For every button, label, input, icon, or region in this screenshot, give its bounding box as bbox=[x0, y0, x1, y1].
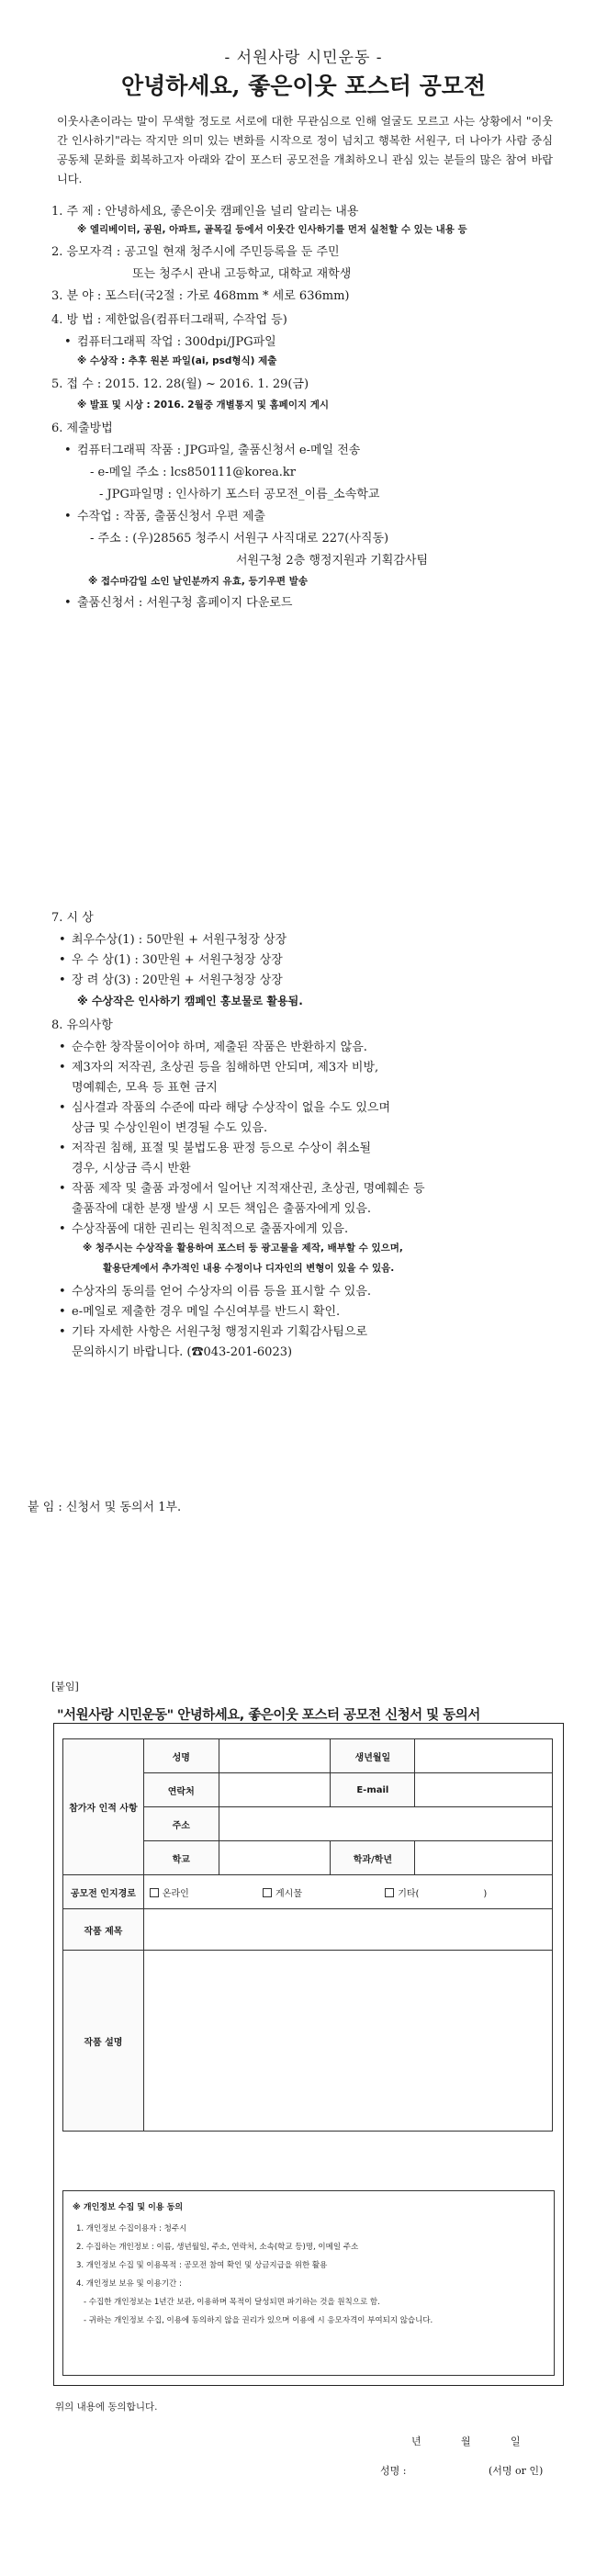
item-2-eligibility: 2. 응모자격 : 공고일 현재 청주시에 주민등록을 둔 주민 bbox=[51, 245, 340, 259]
privacy-line-1: 1. 개인정보 수집이용자 : 청주시 bbox=[76, 2224, 187, 2233]
award-grand: • 최우수상(1) : 50만원 + 서원구청장 상장 bbox=[59, 933, 287, 947]
award-excellence: • 우 수 상(1) : 30만원 + 서원구청장 상장 bbox=[59, 953, 283, 967]
school-label: 학교 bbox=[143, 1841, 219, 1875]
date-year: 년 bbox=[411, 2435, 422, 2447]
address-label: 주소 bbox=[143, 1807, 219, 1841]
note-inquiry-b: 문의하시기 바랍니다. (☎043-201-6023) bbox=[72, 1345, 293, 1359]
dept-label: 학과/학년 bbox=[331, 1841, 415, 1875]
signer-name-label: 성명 : bbox=[380, 2465, 407, 2477]
checkbox-icon bbox=[263, 1888, 272, 1897]
note-review: • 심사결과 작품의 수준에 따라 해당 수상작이 없을 수도 있으며 bbox=[59, 1101, 391, 1115]
work-title-label: 작품 제목 bbox=[63, 1909, 144, 1951]
note-email-check: • e-메일로 제출한 경우 메일 수신여부를 반드시 확인. bbox=[59, 1305, 341, 1319]
item-7-note: ※ 수상작은 인사하기 캠페인 홍보물로 활용됨. bbox=[77, 995, 303, 1007]
note-usage-b: 활용단계에서 추가적인 내용 수정이나 디자인의 변형이 있을 수 있음. bbox=[103, 1263, 395, 1274]
note-rights: • 수상작품에 대한 권리는 원칙적으로 출품자에게 있음. bbox=[59, 1222, 349, 1236]
item-6-email: - e-메일 주소 : lcs850111@korea.kr bbox=[90, 466, 296, 479]
checkbox-icon bbox=[385, 1888, 394, 1897]
name-label: 성명 bbox=[143, 1739, 219, 1773]
item-7-awards: 7. 시 상 bbox=[51, 911, 94, 925]
email-label: E-mail bbox=[331, 1773, 415, 1807]
item-6-address-b: 서원구청 2층 행정지원과 기획감사팀 bbox=[236, 554, 429, 568]
item-4-graphics: • 컴퓨터그래픽 작업 : 300dpi/JPG파일 bbox=[64, 335, 276, 349]
birth-label: 생년월일 bbox=[331, 1739, 415, 1773]
route-online[interactable]: 온라인 bbox=[150, 1885, 260, 1899]
date-month: 월 bbox=[461, 2435, 471, 2447]
privacy-line-2: 2. 수집하는 개인정보 : 이름, 생년월일, 주소, 연락처, 소속(학교 등)명, 이메일 주소 bbox=[76, 2243, 359, 2252]
work-desc-label: 작품 설명 bbox=[63, 1951, 144, 2132]
item-5-note: ※ 발표 및 시상 : 2016. 2월중 개별통지 및 홈페이지 게시 bbox=[77, 399, 330, 411]
email-field[interactable] bbox=[415, 1773, 553, 1807]
item-6-graphics: • 컴퓨터그래픽 작품 : JPG파일, 출품신청서 e-메일 전송 bbox=[64, 444, 361, 457]
phone-field[interactable] bbox=[219, 1773, 331, 1807]
item-6-filename: - JPG파일명 : 인사하기 포스터 공모전_이름_소속학교 bbox=[99, 488, 380, 501]
item-6-submission: 6. 제출방법 bbox=[51, 422, 113, 435]
note-dispute-b: 출품작에 대한 분쟁 발생 시 모든 책임은 출품자에게 있음. bbox=[72, 1202, 372, 1216]
application-table bbox=[62, 1738, 553, 2132]
note-inquiry: • 기타 자세한 사항은 서원구청 행정지원과 기획감사팀으로 bbox=[59, 1325, 368, 1339]
item-6-form: • 출품신청서 : 서원구청 홈페이지 다운로드 bbox=[64, 596, 293, 610]
award-encouragement: • 장 려 상(3) : 20만원 + 서원구청장 상장 bbox=[59, 973, 283, 987]
signature-field[interactable]: (서명 or 인) bbox=[489, 2465, 544, 2477]
checkbox-icon bbox=[150, 1888, 159, 1897]
campaign-subtitle: - 서원사랑 시민운동 - bbox=[224, 49, 383, 67]
route-options bbox=[143, 1875, 552, 1909]
dept-field[interactable] bbox=[415, 1841, 553, 1875]
route-other[interactable]: 기타( ) bbox=[385, 1889, 487, 1899]
note-usage-a: ※ 청주시는 수상작을 활용하여 포스터 등 광고물을 제작, 배부할 수 있으며, bbox=[83, 1243, 403, 1254]
note-copyright: • 제3자의 저작권, 초상권 등을 침해하면 안되며, 제3자 비방, bbox=[59, 1061, 379, 1074]
privacy-title: ※ 개인정보 수집 및 이용 동의 bbox=[73, 2203, 184, 2212]
attachment-line: 붙 임 : 신청서 및 동의서 1부. bbox=[28, 1501, 182, 1514]
item-1-note: ※ 엘리베이터, 공원, 아파트, 골목길 등에서 이웃간 인사하기를 먼저 실천할 수 있는 내용 등 bbox=[77, 224, 467, 235]
phone-label: 연락처 bbox=[143, 1773, 219, 1807]
item-6-address: - 주소 : (우)28565 청주시 서원구 사직대로 227(사직동) bbox=[90, 532, 389, 546]
school-field[interactable] bbox=[219, 1841, 331, 1875]
name-field[interactable] bbox=[219, 1739, 331, 1773]
privacy-line-6: - 귀하는 개인정보 수집, 이용에 동의하지 않을 권리가 있으며 이용에 시 응모자격이 부여되지 않습니다. bbox=[84, 2316, 433, 2325]
birth-field[interactable] bbox=[415, 1739, 553, 1773]
item-5-period: 5. 접 수 : 2015. 12. 28(월) ~ 2016. 1. 29(금) bbox=[51, 377, 309, 391]
note-consent: • 수상자의 동의를 얻어 수상자의 이름 등을 표시할 수 있음. bbox=[59, 1285, 372, 1299]
note-review-b: 상금 및 수상인원이 변경될 수도 있음. bbox=[72, 1121, 268, 1135]
work-desc-field[interactable] bbox=[143, 1951, 552, 2132]
privacy-consent-box bbox=[62, 2190, 555, 2376]
address-field[interactable] bbox=[219, 1807, 552, 1841]
privacy-line-3: 3. 개인정보 수집 및 이용목적 : 공모전 참여 확인 및 상금지급을 위한 활용 bbox=[76, 2261, 328, 2270]
note-dispute: • 작품 제작 및 출품 과정에서 일어난 지적재산권, 초상권, 명예훼손 등 bbox=[59, 1182, 425, 1196]
intro-paragraph: 이웃사촌이라는 말이 무색할 정도로 서로에 대한 무관심으로 인해 얼굴도 모르고 사는 상황에서 "이웃간 인사하기"라는 작지만 의미 있는 변화를 시작으로 정이 넘치고 행복한 서원구, 더 나아가 사람 중심 공동체 문화를 회복하고자 아래와 같이 포스터 공모전을 개최하오니 관심 있는 분들의 많은 참여 바랍니다. bbox=[57, 115, 554, 186]
agree-statement: 위의 내용에 동의합니다. bbox=[55, 2402, 158, 2413]
form-attach-tag: [붙임] bbox=[51, 1681, 79, 1693]
item-4-method: 4. 방 법 : 제한없음(컴퓨터그래픽, 수작업 등) bbox=[51, 313, 287, 327]
page-title: 안녕하세요, 좋은이웃 포스터 공모전 bbox=[120, 73, 487, 99]
route-board[interactable]: 게시물 bbox=[263, 1885, 382, 1899]
note-plagiarism-b: 경우, 시상금 즉시 반환 bbox=[72, 1162, 191, 1176]
item-6-manual: • 수작업 : 작품, 출품신청서 우편 제출 bbox=[64, 510, 265, 523]
item-3-field: 3. 분 야 : 포스터(국2절 : 가로 468mm * 세로 636mm) bbox=[51, 289, 350, 303]
item-6-note: ※ 접수마감일 소인 날인분까지 유효, 등기우편 발송 bbox=[88, 576, 308, 587]
privacy-line-4: 4. 개인정보 보유 및 이용기간 : bbox=[76, 2279, 182, 2289]
form-title: "서원사랑 시민운동" 안녕하세요, 좋은이웃 포스터 공모전 신청서 및 동의서 bbox=[57, 1708, 480, 1723]
privacy-line-5: - 수집한 개인정보는 1년간 보관, 이용하며 목적이 달성되면 파기하는 것을 원칙으로 함. bbox=[84, 2298, 380, 2307]
item-1-theme: 1. 주 제 : 안녕하세요, 좋은이웃 캠페인을 널리 알리는 내용 bbox=[51, 205, 359, 219]
note-copyright-b: 명예훼손, 모욕 등 표현 금지 bbox=[72, 1081, 218, 1095]
item-2-eligibility-b: 또는 청주시 관내 고등학교, 대학교 재학생 bbox=[132, 267, 352, 281]
item-8-notes: 8. 유의사항 bbox=[51, 1018, 113, 1032]
note-original: • 순수한 창작물이어야 하며, 제출된 작품은 반환하지 않음. bbox=[59, 1041, 367, 1054]
date-day: 일 bbox=[511, 2435, 521, 2447]
item-4-note: ※ 수상작 : 추후 원본 파일(ai, psd형식) 제출 bbox=[77, 355, 277, 366]
applicant-label: 참가자 인적 사항 bbox=[63, 1739, 144, 1875]
note-plagiarism: • 저작권 침해, 표절 및 불법도용 판정 등으로 수상이 취소될 bbox=[59, 1142, 372, 1155]
work-title-field[interactable] bbox=[143, 1909, 552, 1951]
route-label: 공모전 인지경로 bbox=[63, 1875, 144, 1909]
